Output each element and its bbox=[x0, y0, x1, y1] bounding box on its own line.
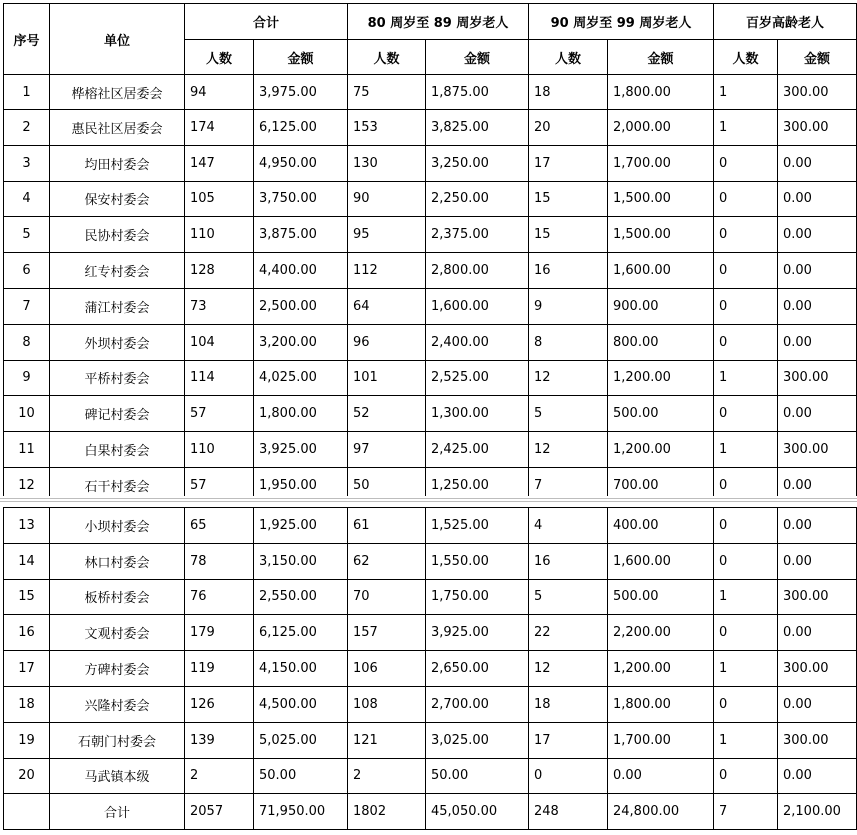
header-unit: 单位 bbox=[50, 4, 185, 75]
age-80-count: 101 bbox=[348, 360, 426, 396]
unit-name: 惠民社区居委会 bbox=[50, 110, 185, 146]
total-amount: 4,400.00 bbox=[254, 253, 348, 289]
age-90-count: 17 bbox=[529, 722, 608, 758]
header-centenarian: 百岁高龄老人 bbox=[714, 4, 857, 40]
unit-name: 红专村委会 bbox=[50, 253, 185, 289]
age-90-count: 17 bbox=[529, 145, 608, 181]
row-number: 11 bbox=[4, 432, 50, 468]
row-number: 1 bbox=[4, 75, 50, 110]
age-80-amount: 1,300.00 bbox=[426, 396, 529, 432]
unit-name: 桦榕社区居委会 bbox=[50, 75, 185, 110]
table-row bbox=[4, 253, 857, 289]
total-amount: 3,875.00 bbox=[254, 217, 348, 253]
total-count: 179 bbox=[185, 615, 254, 651]
age-80-count: 130 bbox=[348, 145, 426, 181]
row-number: 16 bbox=[4, 615, 50, 651]
age-90-amount: 24,800.00 bbox=[608, 794, 714, 830]
centenarian-amount: 0.00 bbox=[778, 758, 857, 794]
age-90-count: 12 bbox=[529, 432, 608, 468]
age-80-count: 61 bbox=[348, 508, 426, 544]
age-80-count: 153 bbox=[348, 110, 426, 146]
age-80-count: 75 bbox=[348, 75, 426, 110]
age-90-amount: 1,200.00 bbox=[608, 360, 714, 396]
age-80-amount: 1,550.00 bbox=[426, 543, 529, 579]
table-row bbox=[4, 758, 857, 794]
table-row bbox=[4, 722, 857, 758]
centenarian-amount: 300.00 bbox=[778, 75, 857, 110]
header-100-amount: 金额 bbox=[778, 40, 857, 75]
age-90-amount: 500.00 bbox=[608, 396, 714, 432]
unit-name: 石朝门村委会 bbox=[50, 722, 185, 758]
header-100-count: 人数 bbox=[714, 40, 778, 75]
total-count: 105 bbox=[185, 181, 254, 217]
age-90-amount: 0.00 bbox=[608, 758, 714, 794]
row-number: 6 bbox=[4, 253, 50, 289]
centenarian-count: 0 bbox=[714, 324, 778, 360]
age-80-count: 1802 bbox=[348, 794, 426, 830]
total-count: 174 bbox=[185, 110, 254, 146]
age-90-count: 18 bbox=[529, 686, 608, 722]
unit-name: 民协村委会 bbox=[50, 217, 185, 253]
row-number: 9 bbox=[4, 360, 50, 396]
unit-name: 外坝村委会 bbox=[50, 324, 185, 360]
total-amount: 3,150.00 bbox=[254, 543, 348, 579]
centenarian-amount: 0.00 bbox=[778, 288, 857, 324]
centenarian-amount: 300.00 bbox=[778, 432, 857, 468]
age-90-amount: 1,500.00 bbox=[608, 217, 714, 253]
unit-name: 林口村委会 bbox=[50, 543, 185, 579]
row-number: 5 bbox=[4, 217, 50, 253]
total-count: 76 bbox=[185, 579, 254, 615]
page-break-separator bbox=[0, 496, 857, 504]
total-count: 104 bbox=[185, 324, 254, 360]
table-row bbox=[4, 432, 857, 468]
total-count: 110 bbox=[185, 432, 254, 468]
centenarian-amount: 0.00 bbox=[778, 324, 857, 360]
total-count: 57 bbox=[185, 467, 254, 503]
age-80-amount: 2,425.00 bbox=[426, 432, 529, 468]
age-90-amount: 2,200.00 bbox=[608, 615, 714, 651]
age-80-count: 50 bbox=[348, 467, 426, 503]
centenarian-count: 1 bbox=[714, 360, 778, 396]
row-number: 4 bbox=[4, 181, 50, 217]
centenarian-count: 1 bbox=[714, 651, 778, 687]
age-80-count: 90 bbox=[348, 181, 426, 217]
table-row bbox=[4, 360, 857, 396]
total-amount: 3,200.00 bbox=[254, 324, 348, 360]
centenarian-amount: 300.00 bbox=[778, 722, 857, 758]
age-80-amount: 3,825.00 bbox=[426, 110, 529, 146]
age-80-count: 64 bbox=[348, 288, 426, 324]
age-90-count: 16 bbox=[529, 543, 608, 579]
centenarian-amount: 0.00 bbox=[778, 253, 857, 289]
age-90-amount: 1,600.00 bbox=[608, 543, 714, 579]
header-80-count: 人数 bbox=[348, 40, 426, 75]
age-80-amount: 3,025.00 bbox=[426, 722, 529, 758]
age-90-amount: 1,700.00 bbox=[608, 145, 714, 181]
centenarian-amount: 0.00 bbox=[778, 686, 857, 722]
age-80-count: 112 bbox=[348, 253, 426, 289]
total-amount: 6,125.00 bbox=[254, 110, 348, 146]
centenarian-count: 1 bbox=[714, 432, 778, 468]
age-90-count: 12 bbox=[529, 360, 608, 396]
age-90-amount: 800.00 bbox=[608, 324, 714, 360]
centenarian-amount: 0.00 bbox=[778, 396, 857, 432]
total-count: 78 bbox=[185, 543, 254, 579]
total-count: 2 bbox=[185, 758, 254, 794]
row-number: 13 bbox=[4, 508, 50, 544]
age-90-amount: 1,800.00 bbox=[608, 75, 714, 110]
row-number: 8 bbox=[4, 324, 50, 360]
age-90-count: 22 bbox=[529, 615, 608, 651]
age-80-count: 95 bbox=[348, 217, 426, 253]
header-total: 合计 bbox=[185, 4, 348, 40]
age-80-amount: 1,600.00 bbox=[426, 288, 529, 324]
age-80-amount: 2,800.00 bbox=[426, 253, 529, 289]
total-count: 114 bbox=[185, 360, 254, 396]
table-row bbox=[4, 615, 857, 651]
age-80-count: 106 bbox=[348, 651, 426, 687]
age-90-amount: 1,500.00 bbox=[608, 181, 714, 217]
centenarian-count: 0 bbox=[714, 396, 778, 432]
centenarian-count: 0 bbox=[714, 758, 778, 794]
unit-name: 保安村委会 bbox=[50, 181, 185, 217]
age-80-count: 96 bbox=[348, 324, 426, 360]
age-80-count: 52 bbox=[348, 396, 426, 432]
age-90-count: 16 bbox=[529, 253, 608, 289]
centenarian-count: 0 bbox=[714, 508, 778, 544]
total-amount: 1,950.00 bbox=[254, 467, 348, 503]
unit-name: 小坝村委会 bbox=[50, 508, 185, 544]
centenarian-count: 0 bbox=[714, 467, 778, 503]
header-seq: 序号 bbox=[4, 4, 50, 75]
centenarian-amount: 0.00 bbox=[778, 145, 857, 181]
age-90-count: 5 bbox=[529, 579, 608, 615]
row-number: 14 bbox=[4, 543, 50, 579]
table-row bbox=[4, 75, 857, 110]
centenarian-count: 1 bbox=[714, 110, 778, 146]
centenarian-count: 7 bbox=[714, 794, 778, 830]
table-row bbox=[4, 324, 857, 360]
age-80-amount: 2,400.00 bbox=[426, 324, 529, 360]
centenarian-count: 0 bbox=[714, 543, 778, 579]
centenarian-count: 0 bbox=[714, 145, 778, 181]
total-amount: 1,925.00 bbox=[254, 508, 348, 544]
centenarian-amount: 300.00 bbox=[778, 360, 857, 396]
age-90-amount: 900.00 bbox=[608, 288, 714, 324]
age-80-amount: 3,925.00 bbox=[426, 615, 529, 651]
row-number bbox=[4, 794, 50, 830]
age-90-amount: 1,800.00 bbox=[608, 686, 714, 722]
unit-name: 板桥村委会 bbox=[50, 579, 185, 615]
centenarian-count: 0 bbox=[714, 181, 778, 217]
age-80-amount: 45,050.00 bbox=[426, 794, 529, 830]
total-amount: 2,500.00 bbox=[254, 288, 348, 324]
total-amount: 3,925.00 bbox=[254, 432, 348, 468]
centenarian-amount: 300.00 bbox=[778, 579, 857, 615]
total-amount: 50.00 bbox=[254, 758, 348, 794]
row-number: 18 bbox=[4, 686, 50, 722]
total-count: 57 bbox=[185, 396, 254, 432]
age-80-count: 121 bbox=[348, 722, 426, 758]
age-90-count: 0 bbox=[529, 758, 608, 794]
total-amount: 5,025.00 bbox=[254, 722, 348, 758]
total-count: 110 bbox=[185, 217, 254, 253]
row-number: 7 bbox=[4, 288, 50, 324]
age-80-amount: 2,375.00 bbox=[426, 217, 529, 253]
centenarian-amount: 0.00 bbox=[778, 508, 857, 544]
centenarian-count: 0 bbox=[714, 253, 778, 289]
age-80-count: 62 bbox=[348, 543, 426, 579]
row-number: 19 bbox=[4, 722, 50, 758]
age-80-amount: 3,250.00 bbox=[426, 145, 529, 181]
total-amount: 4,025.00 bbox=[254, 360, 348, 396]
age-90-count: 4 bbox=[529, 508, 608, 544]
age-90-count: 12 bbox=[529, 651, 608, 687]
age-80-count: 97 bbox=[348, 432, 426, 468]
unit-name: 石干村委会 bbox=[50, 467, 185, 503]
header-age-90-99: 90 周岁至 99 周岁老人 bbox=[529, 4, 714, 40]
age-80-amount: 2,250.00 bbox=[426, 181, 529, 217]
table-row bbox=[4, 217, 857, 253]
age-80-amount: 1,750.00 bbox=[426, 579, 529, 615]
age-80-amount: 2,525.00 bbox=[426, 360, 529, 396]
header-90-count: 人数 bbox=[529, 40, 608, 75]
age-80-amount: 2,700.00 bbox=[426, 686, 529, 722]
table-row bbox=[4, 579, 857, 615]
centenarian-amount: 300.00 bbox=[778, 110, 857, 146]
age-90-count: 5 bbox=[529, 396, 608, 432]
table-row bbox=[4, 508, 857, 544]
centenarian-count: 1 bbox=[714, 579, 778, 615]
age-80-count: 2 bbox=[348, 758, 426, 794]
age-80-amount: 2,650.00 bbox=[426, 651, 529, 687]
age-90-amount: 1,700.00 bbox=[608, 722, 714, 758]
total-count: 126 bbox=[185, 686, 254, 722]
table-row bbox=[4, 686, 857, 722]
total-count: 65 bbox=[185, 508, 254, 544]
unit-name: 蒲江村委会 bbox=[50, 288, 185, 324]
centenarian-count: 0 bbox=[714, 615, 778, 651]
age-90-count: 7 bbox=[529, 467, 608, 503]
unit-name: 马武镇本级 bbox=[50, 758, 185, 794]
unit-name: 白果村委会 bbox=[50, 432, 185, 468]
row-number: 2 bbox=[4, 110, 50, 146]
table-row bbox=[4, 543, 857, 579]
header-total-count: 人数 bbox=[185, 40, 254, 75]
age-90-amount: 500.00 bbox=[608, 579, 714, 615]
table-row bbox=[4, 288, 857, 324]
unit-name: 平桥村委会 bbox=[50, 360, 185, 396]
table-row bbox=[4, 181, 857, 217]
total-amount: 4,500.00 bbox=[254, 686, 348, 722]
age-80-amount: 1,525.00 bbox=[426, 508, 529, 544]
centenarian-amount: 0.00 bbox=[778, 217, 857, 253]
age-90-count: 15 bbox=[529, 181, 608, 217]
centenarian-count: 1 bbox=[714, 75, 778, 110]
age-90-count: 18 bbox=[529, 75, 608, 110]
age-80-amount: 1,250.00 bbox=[426, 467, 529, 503]
age-90-amount: 2,000.00 bbox=[608, 110, 714, 146]
unit-name: 文观村委会 bbox=[50, 615, 185, 651]
total-amount: 3,975.00 bbox=[254, 75, 348, 110]
table-row bbox=[4, 145, 857, 181]
centenarian-count: 1 bbox=[714, 722, 778, 758]
total-amount: 4,150.00 bbox=[254, 651, 348, 687]
row-number: 17 bbox=[4, 651, 50, 687]
unit-name: 碑记村委会 bbox=[50, 396, 185, 432]
header-90-amount: 金额 bbox=[608, 40, 714, 75]
total-count: 119 bbox=[185, 651, 254, 687]
centenarian-amount: 0.00 bbox=[778, 543, 857, 579]
total-count: 147 bbox=[185, 145, 254, 181]
age-90-amount: 1,200.00 bbox=[608, 432, 714, 468]
subsidy-table-part-1 bbox=[3, 3, 857, 504]
total-count: 94 bbox=[185, 75, 254, 110]
unit-name: 方碑村委会 bbox=[50, 651, 185, 687]
total-amount: 4,950.00 bbox=[254, 145, 348, 181]
row-number: 12 bbox=[4, 467, 50, 503]
row-number: 3 bbox=[4, 145, 50, 181]
age-80-count: 108 bbox=[348, 686, 426, 722]
age-90-count: 9 bbox=[529, 288, 608, 324]
age-90-count: 20 bbox=[529, 110, 608, 146]
total-amount: 71,950.00 bbox=[254, 794, 348, 830]
age-80-amount: 50.00 bbox=[426, 758, 529, 794]
unit-name: 均田村委会 bbox=[50, 145, 185, 181]
centenarian-amount: 0.00 bbox=[778, 615, 857, 651]
age-90-count: 15 bbox=[529, 217, 608, 253]
centenarian-amount: 300.00 bbox=[778, 651, 857, 687]
header-total-amount: 金额 bbox=[254, 40, 348, 75]
centenarian-amount: 2,100.00 bbox=[778, 794, 857, 830]
row-number: 20 bbox=[4, 758, 50, 794]
unit-name: 兴隆村委会 bbox=[50, 686, 185, 722]
age-90-count: 248 bbox=[529, 794, 608, 830]
age-80-count: 157 bbox=[348, 615, 426, 651]
age-80-amount: 1,875.00 bbox=[426, 75, 529, 110]
age-80-count: 70 bbox=[348, 579, 426, 615]
centenarian-amount: 0.00 bbox=[778, 467, 857, 503]
total-count: 128 bbox=[185, 253, 254, 289]
total-count: 2057 bbox=[185, 794, 254, 830]
age-90-amount: 1,200.00 bbox=[608, 651, 714, 687]
age-90-amount: 700.00 bbox=[608, 467, 714, 503]
total-amount: 6,125.00 bbox=[254, 615, 348, 651]
header-80-amount: 金额 bbox=[426, 40, 529, 75]
centenarian-count: 0 bbox=[714, 288, 778, 324]
table-row bbox=[4, 110, 857, 146]
table-row bbox=[4, 651, 857, 687]
row-number: 15 bbox=[4, 579, 50, 615]
total-count: 73 bbox=[185, 288, 254, 324]
total-count: 139 bbox=[185, 722, 254, 758]
header-age-80-89: 80 周岁至 89 周岁老人 bbox=[348, 4, 529, 40]
age-90-amount: 1,600.00 bbox=[608, 253, 714, 289]
centenarian-count: 0 bbox=[714, 217, 778, 253]
unit-name: 合计 bbox=[50, 794, 185, 830]
total-amount: 3,750.00 bbox=[254, 181, 348, 217]
age-90-count: 8 bbox=[529, 324, 608, 360]
centenarian-count: 0 bbox=[714, 686, 778, 722]
age-90-amount: 400.00 bbox=[608, 508, 714, 544]
total-amount: 1,800.00 bbox=[254, 396, 348, 432]
subsidy-table-part-2 bbox=[3, 507, 857, 830]
centenarian-amount: 0.00 bbox=[778, 181, 857, 217]
total-amount: 2,550.00 bbox=[254, 579, 348, 615]
table-row bbox=[4, 396, 857, 432]
table-row bbox=[4, 794, 857, 830]
row-number: 10 bbox=[4, 396, 50, 432]
